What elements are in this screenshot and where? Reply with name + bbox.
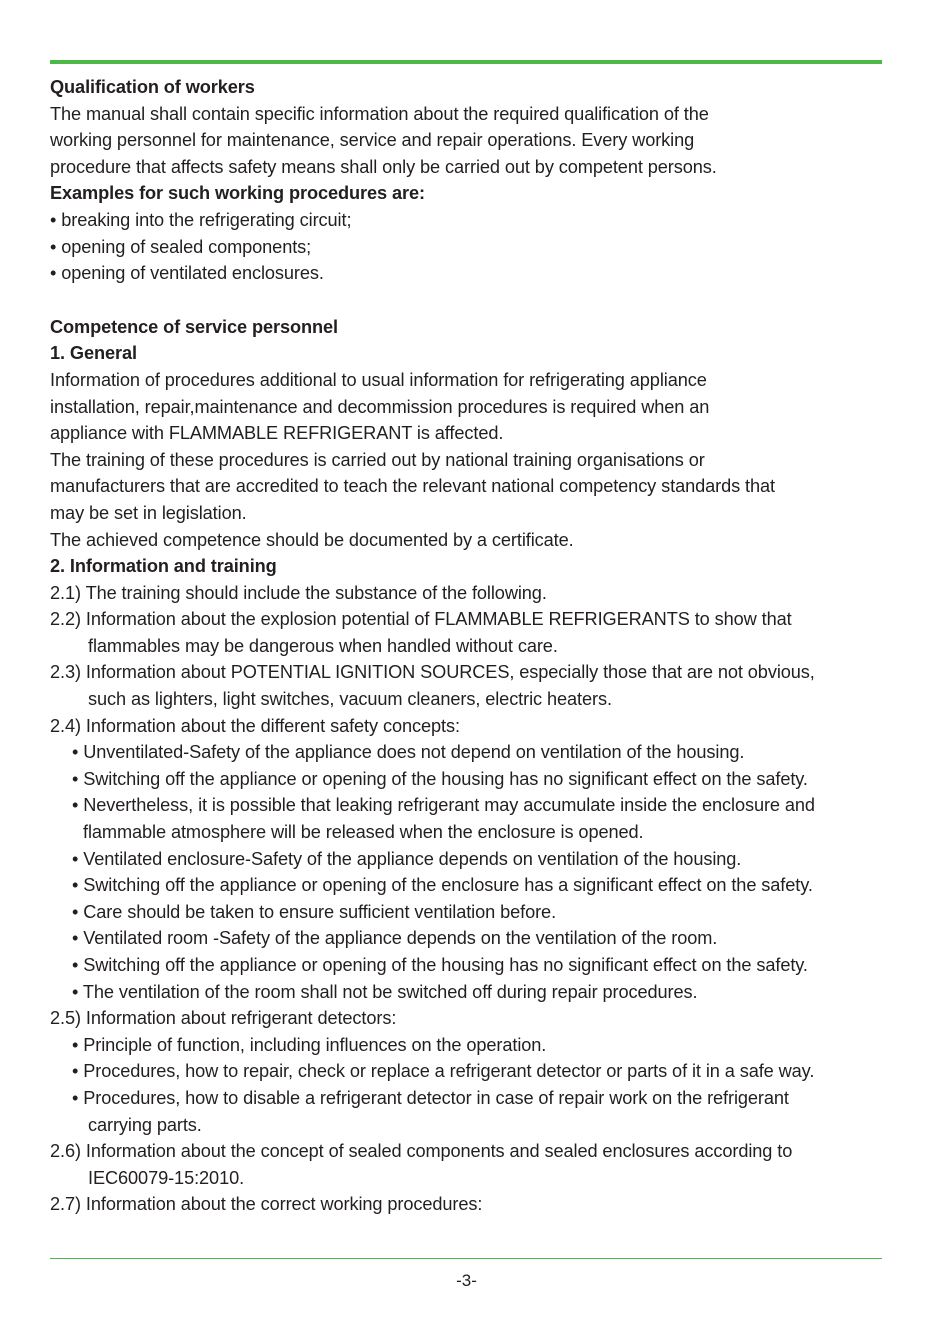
section-heading: 2. Information and training: [50, 556, 277, 577]
text-line-continuation: carrying parts.: [88, 1114, 202, 1135]
text-line: The training of these procedures is carried out by national training organisations or: [50, 449, 705, 470]
text-line: • opening of sealed components;: [50, 236, 312, 257]
section-heading: 1. General: [50, 343, 137, 364]
text-line: manufacturers that are accredited to teach the relevant national competency standards that: [50, 476, 775, 497]
section-heading: Qualification of workers: [50, 77, 255, 97]
bullet-item: • Principle of function, including influences on the operation.: [72, 1034, 547, 1055]
text-line: • opening of ventilated enclosures.: [50, 263, 324, 284]
text-line: 2.1) The training should include the substance of the following.: [50, 582, 547, 603]
document-body: [50, 74, 910, 1218]
bullet-item: • Ventilated enclosure-Safety of the appliance depends on ventilation of the housing.: [72, 848, 742, 869]
top-rule: [50, 60, 882, 64]
text-line: working personnel for maintenance, service and repair operations. Every working: [50, 130, 695, 151]
text-line: procedure that affects safety means shall only be carried out by competent persons.: [50, 156, 717, 177]
bullet-item: • Switching off the appliance or opening of the enclosure has a significant effect on the safety.: [72, 875, 813, 896]
bullet-item: • Nevertheless, it is possible that leaking refrigerant may accumulate inside the enclosure and: [72, 795, 815, 816]
text-line-continuation: such as lighters, light switches, vacuum cleaners, electric heaters.: [88, 689, 612, 710]
text-line: The manual shall contain specific information about the required qualification of the: [50, 103, 709, 124]
text-line: 2.2) Information about the explosion potential of FLAMMABLE REFRIGERANTS to show that: [50, 609, 792, 630]
text-line: appliance with FLAMMABLE REFRIGERANT is affected.: [50, 423, 504, 444]
text-line: 2.6) Information about the concept of sealed components and sealed enclosures according to: [50, 1141, 793, 1162]
bullet-continuation: flammable atmosphere will be released when the enclosure is opened.: [83, 822, 644, 843]
text-line: 2.5) Information about refrigerant detectors:: [50, 1008, 397, 1029]
text-line: installation, repair,maintenance and decommission procedures is required when an: [50, 396, 710, 417]
bullet-item: • Procedures, how to disable a refrigerant detector in case of repair work on the refrigerant: [72, 1087, 789, 1108]
bottom-rule: [50, 1258, 882, 1259]
page-number: -3-: [456, 1271, 477, 1290]
text-line-continuation: IEC60079-15:2010.: [88, 1167, 245, 1188]
text-line-continuation: flammables may be dangerous when handled without care.: [88, 635, 558, 656]
text-line: Information of procedures additional to usual information for refrigerating appliance: [50, 369, 707, 390]
section-heading: Examples for such working procedures are:: [50, 183, 425, 204]
bullet-item: • Unventilated-Safety of the appliance does not depend on ventilation of the housing.: [72, 742, 745, 763]
paragraph-gap: [50, 287, 910, 314]
bullet-item: • Switching off the appliance or opening of the housing has no significant effect on the safety.: [72, 955, 808, 975]
bullet-item: • Ventilated room -Safety of the appliance depends on the ventilation of the room.: [72, 928, 718, 949]
bullet-item: • The ventilation of the room shall not be switched off during repair procedures.: [72, 981, 698, 1002]
text-line: may be set in legislation.: [50, 502, 247, 523]
text-line: 2.4) Information about the different safety concepts:: [50, 715, 460, 736]
bullet-item: • Procedures, how to repair, check or replace a refrigerant detector or parts of it in a safe way.: [72, 1061, 815, 1082]
text-line: 2.3) Information about POTENTIAL IGNITION SOURCES, especially those that are not obvious,: [50, 662, 815, 683]
bullet-item: • Care should be taken to ensure sufficient ventilation before.: [72, 901, 557, 922]
text-line: 2.7) Information about the correct working procedures:: [50, 1194, 483, 1215]
section-heading: Competence of service personnel: [50, 316, 338, 337]
bullet-item: • Switching off the appliance or opening of the housing has no significant effect on the safety.: [72, 768, 808, 789]
text-line: • breaking into the refrigerating circuit;: [50, 209, 352, 230]
text-line: The achieved competence should be documented by a certificate.: [50, 529, 574, 550]
